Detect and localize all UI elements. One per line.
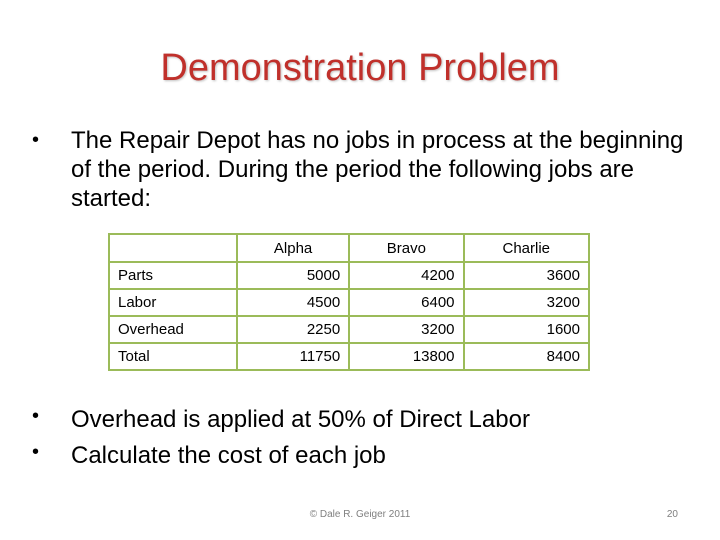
bottom-bullet-text: Overhead is applied at 50% of Direct Labor <box>71 406 530 433</box>
cell-value: 2250 <box>237 316 349 343</box>
cell-value: 8400 <box>464 343 589 370</box>
row-label: Labor <box>109 289 237 316</box>
cell-value: 3600 <box>464 262 589 289</box>
table-corner-cell <box>109 234 237 262</box>
intro-bullet-text: The Repair Depot has no jobs in process at the beginning of the period. During the period the following jobs are started: <box>71 127 684 212</box>
bottom-bullet <box>32 438 692 474</box>
page-number: 20 <box>666 509 678 520</box>
cell-value: 4200 <box>349 262 463 289</box>
bottom-bullet <box>32 402 692 438</box>
bullet-icon: • <box>32 441 40 463</box>
row-label: Overhead <box>109 316 237 343</box>
bottom-bullet-text: Calculate the cost of each job <box>71 442 386 469</box>
bullet-icon: • <box>32 405 40 427</box>
column-header-charlie: Charlie <box>464 234 589 262</box>
jobs-cost-table <box>108 233 590 371</box>
footer-copyright: © Dale R. Geiger 2011 <box>309 509 411 520</box>
bullet-icon: • <box>32 129 40 151</box>
table-row-labor <box>109 289 589 316</box>
cell-value: 1600 <box>464 316 589 343</box>
cell-value: 3200 <box>349 316 463 343</box>
bottom-bullet-list <box>32 402 692 474</box>
cell-value: 4500 <box>237 289 349 316</box>
table-row-total <box>109 343 589 370</box>
cell-value: 3200 <box>464 289 589 316</box>
table-header-row <box>109 234 589 262</box>
cell-value: 11750 <box>237 343 349 370</box>
intro-bullet <box>32 126 692 213</box>
table-row-parts <box>109 262 589 289</box>
cell-value: 5000 <box>237 262 349 289</box>
table-row-overhead <box>109 316 589 343</box>
column-header-alpha: Alpha <box>237 234 349 262</box>
intro-bullet-list <box>32 126 692 213</box>
column-header-bravo: Bravo <box>349 234 463 262</box>
row-label: Parts <box>109 262 237 289</box>
row-label: Total <box>109 343 237 370</box>
slide-title: Demonstration Problem <box>160 47 560 89</box>
cell-value: 6400 <box>349 289 463 316</box>
cell-value: 13800 <box>349 343 463 370</box>
